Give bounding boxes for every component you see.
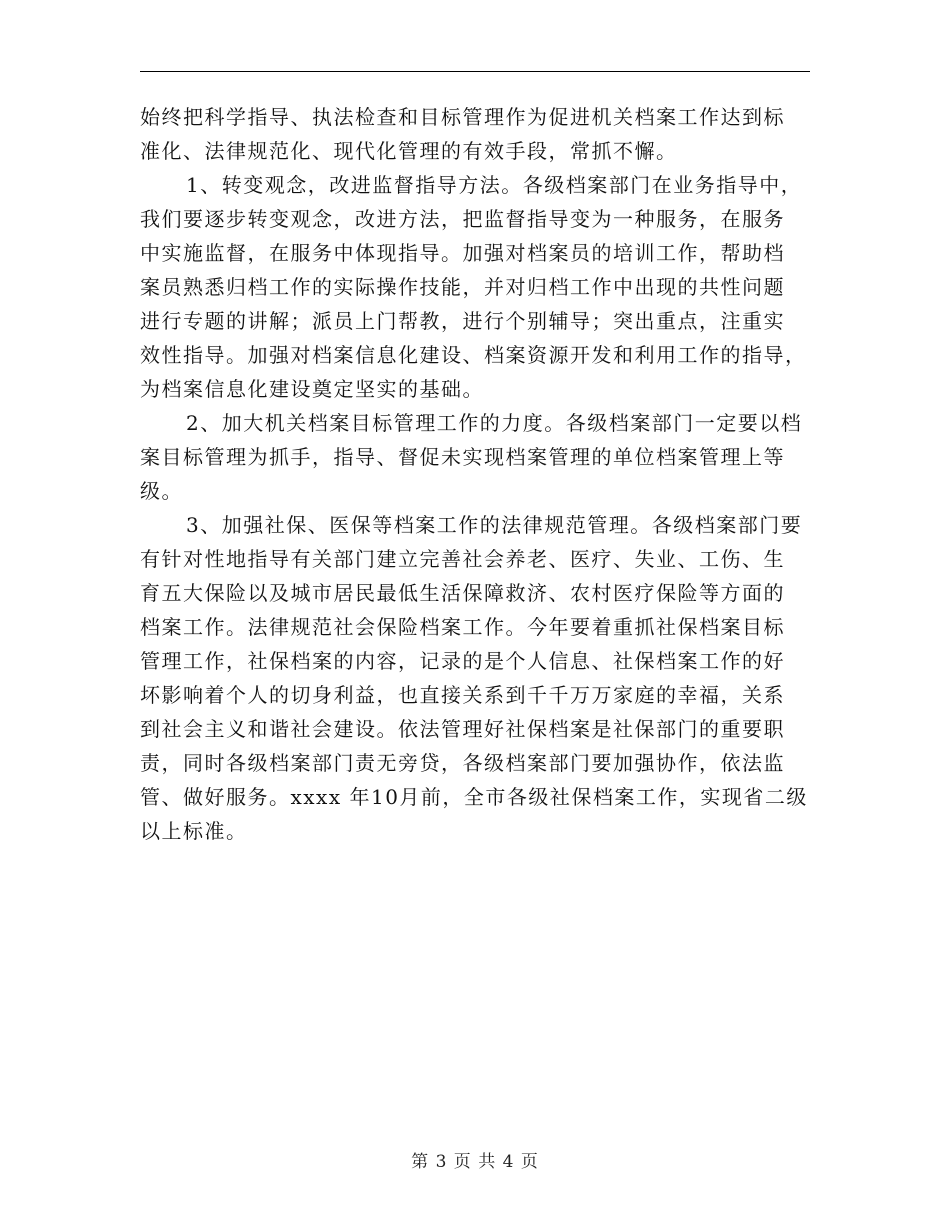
text-line: 1、转变观念，改进监督指导方法。各级档案部门在业务指导中， [186,173,803,197]
text-line: 2、加大机关档案目标管理工作的力度。各级档案部门一定要以档 [186,411,803,435]
text-line: 我们要逐步转变观念，改进方法，把监督指导变为一种服务，在服务 [140,207,785,231]
paragraph [140,100,812,168]
text-line: 中实施监督，在服务中体现指导。加强对档案员的培训工作，帮助档 [140,241,785,265]
document-body [140,100,812,848]
header-rule [140,71,810,72]
text-line: 案员熟悉归档工作的实际操作技能，并对归档工作中出现的共性问题 [140,275,785,299]
text-line: 效性指导。加强对档案信息化建设、档案资源开发和利用工作的指导， [140,343,807,367]
text-line: 级。 [140,479,183,503]
text-line: 始终把科学指导、执法检查和目标管理作为促进机关档案工作达到标 [140,105,785,129]
text-line: 管、做好服务。xxxx 年10月前，全市各级社保档案工作，实现省二级 [140,785,808,809]
text-line: 3、加强社保、医保等档案工作的法律规范管理。各级档案部门要 [186,513,803,537]
text-line: 以上标准。 [140,819,248,843]
text-line: 坏影响着个人的切身利益，也直接关系到千千万万家庭的幸福，关系 [140,683,785,707]
paragraph [140,508,812,848]
text-line: 有针对性地指导有关部门建立完善社会养老、医疗、失业、工伤、生 [140,547,785,571]
paragraph [140,168,812,406]
text-line: 到社会主义和谐社会建设。依法管理好社保档案是社保部门的重要职 [140,717,785,741]
text-line: 为档案信息化建设奠定坚实的基础。 [140,377,484,401]
text-line: 档案工作。法律规范社会保险档案工作。今年要着重抓社保档案目标 [140,615,785,639]
text-line: 案目标管理为抓手，指导、督促未实现档案管理的单位档案管理上等 [140,445,785,469]
text-line: 育五大保险以及城市居民最低生活保障救济、农村医疗保险等方面的 [140,581,785,605]
paragraph [140,406,812,508]
text-line: 责，同时各级档案部门责无旁贷，各级档案部门要加强协作，依法监 [140,751,785,775]
text-line: 准化、法律规范化、现代化管理的有效手段，常抓不懈。 [140,139,678,163]
page-footer: 第 3 页 共 4 页 [411,1152,539,1172]
text-line: 进行专题的讲解；派员上门帮教，进行个别辅导；突出重点，注重实 [140,309,785,333]
text-line: 管理工作，社保档案的内容，记录的是个人信息、社保档案工作的好 [140,649,785,673]
